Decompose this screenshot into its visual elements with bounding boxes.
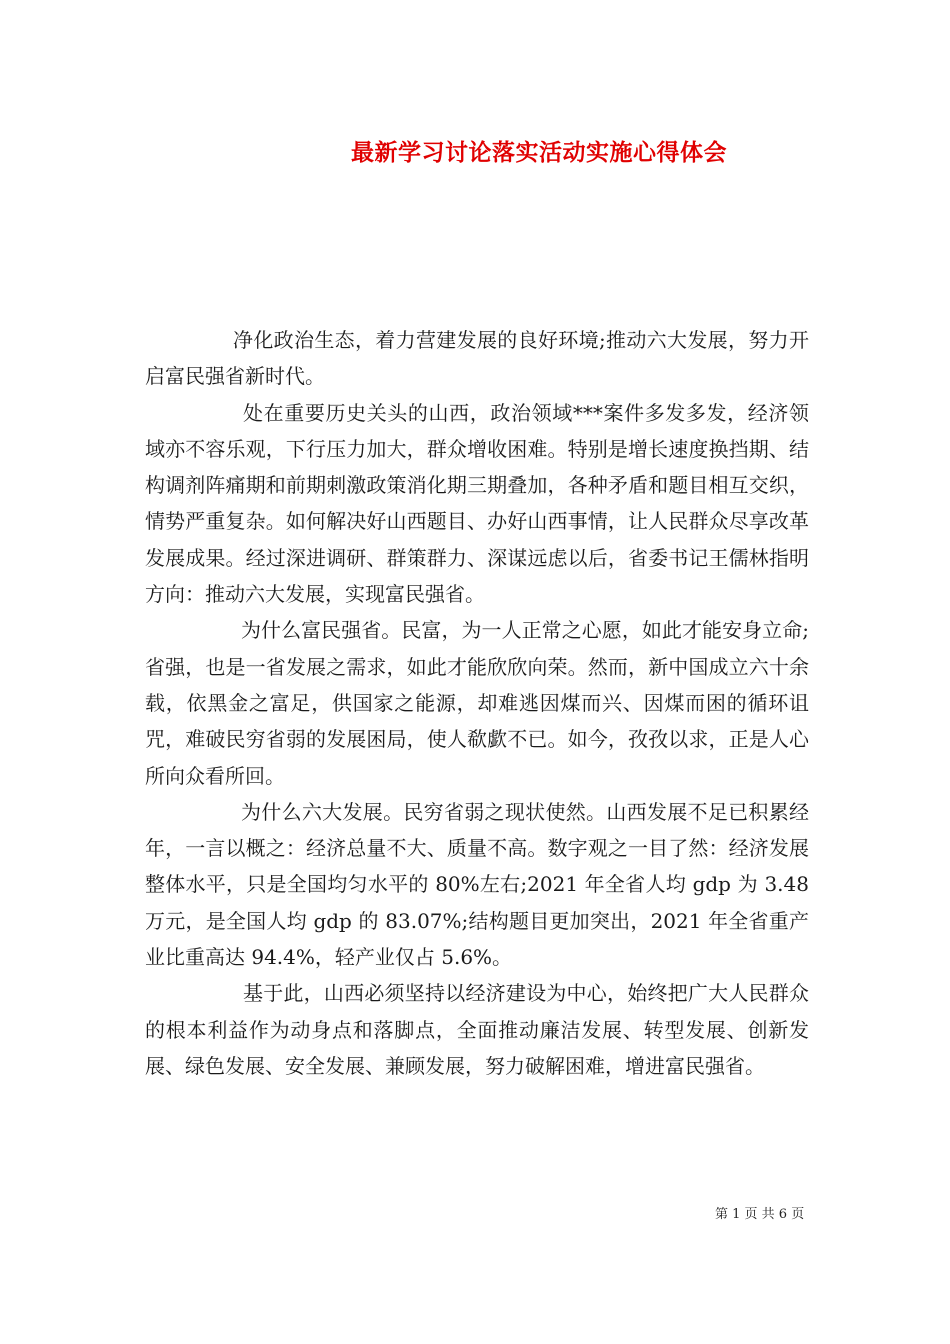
page-number bbox=[715, 1203, 804, 1222]
document-body bbox=[145, 322, 809, 1084]
page-number-label: 第 1 页 共 6 页 bbox=[715, 1207, 805, 1222]
paragraph: 为什么六大发展。民穷省弱之现状使然。山西发展不足已积累经年，一言以概之：经济总量不大、质量不高。数字观之一目了然：经济发展整体水平，只是全国均匀水平的 80%左右;2021 年全省人均 gdp 为 3.48 万元，是全国人均 gdp 的 83.07%;结构题目更加突出，2021 年全省重产业比重高达 94.4%，轻产业仅占 5.6%。 bbox=[145, 799, 809, 970]
paragraph: 为什么富民强省。民富，为一人正常之心愿，如此才能安身立命;省强，也是一省发展之需求，如此才能欣欣向荣。然而，新中国成立六十余载，依黑金之富足，供国家之能源，却难逃因煤而兴、因煤而困的循环诅咒，难破民穷省弱的发展困局，使人欷歔不已。如今，孜孜以求，正是人心所向众看所回。 bbox=[145, 618, 809, 788]
paragraph: 基于此，山西必须坚持以经济建设为中心，始终把广大人民群众的根本利益作为动身点和落脚点，全面推动廉洁发展、转型发展、创新发展、绿色发展、安全发展、兼顾发展，努力破解困难，增进富民强省。 bbox=[145, 981, 809, 1078]
paragraph: 净化政治生态，着力营建发展的良好环境;推动六大发展，努力开启富民强省新时代。 bbox=[145, 328, 809, 389]
page-title: 最新学习讨论落实活动实施心得体会 bbox=[351, 139, 727, 166]
paragraph: 处在重要历史关头的山西，政治领域***案件多发多发，经济领域亦不容乐观，下行压力加大，群众增收困难。特别是增长速度换挡期、结构调剂阵痛期和前期刺激政策消化期三期叠加，各种矛盾和题目相互交织，情势严重复杂。如何解决好山西题目、办好山西事情，让人民群众尽享改革发展成果。经过深进调研、群策群力、深谋远虑以后，省委书记王儒林指明方向：推动六大发展，实现富民强省。 bbox=[145, 400, 809, 607]
